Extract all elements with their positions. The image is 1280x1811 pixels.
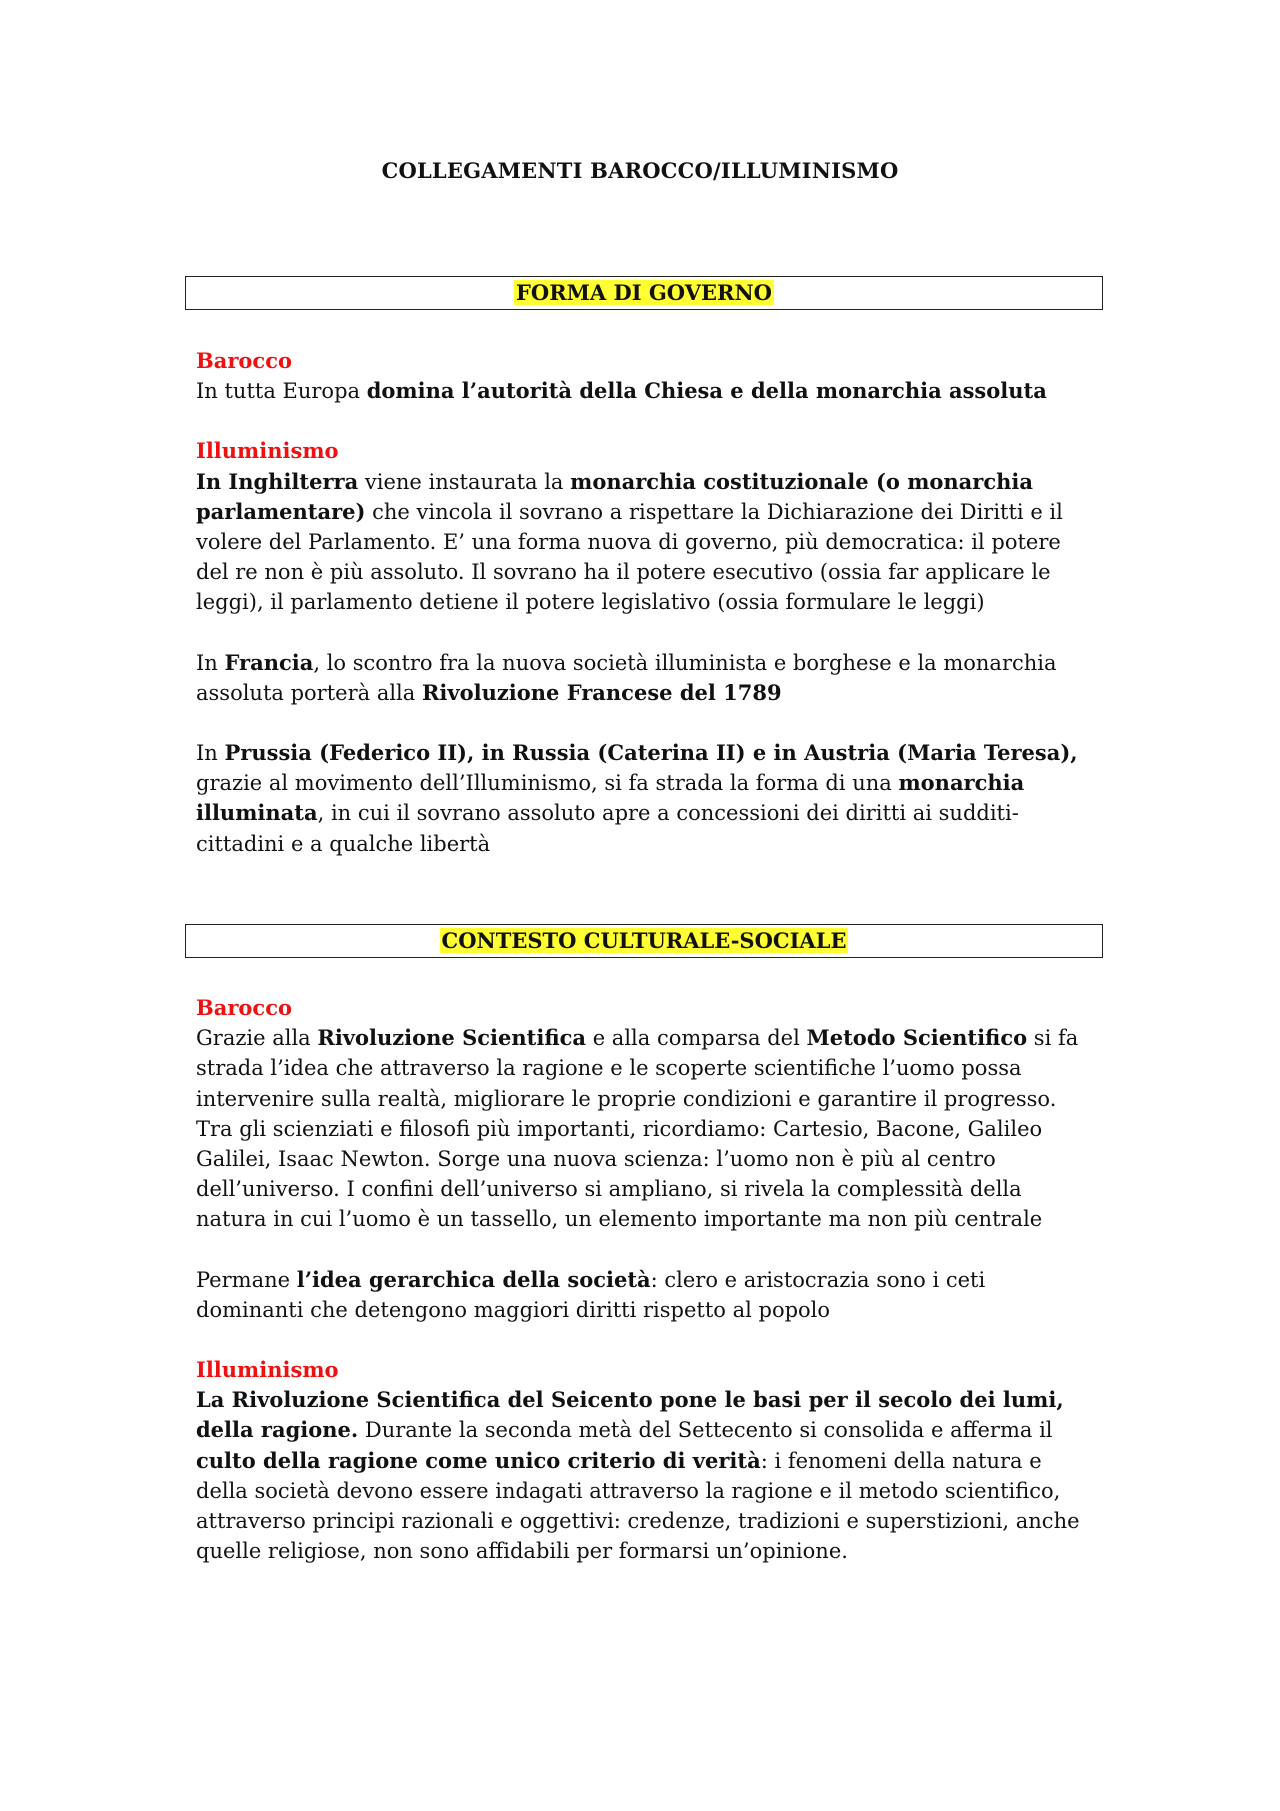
section-heading: CONTESTO CULTURALE-SOCIALE (441, 928, 847, 953)
barocco-label: Barocco (196, 348, 293, 373)
section-content-contesto-culturale-sociale (196, 993, 1096, 1566)
illuminismo-label: Illuminismo (196, 1357, 339, 1383)
section-heading: FORMA DI GOVERNO (516, 280, 772, 305)
barocco-paragraph-scienza: Grazie alla Rivoluzione Scientifica e alla comparsa del Metodo Scientifico si fa strada l’idea che attraverso la ragione e le scoperte scientifiche l’uomo possa intervenire sulla realtà, migliorare le proprie condizioni e garantire il progresso. Tra gli scienziati e filosofi più importanti, ricordiamo: Cartesio, Bacone, Galileo Galilei, Isaac Newton. Sorge una nuova scienza: l’uomo non è più al centro dell’universo. I confini dell’universo si ampliano, si rivela la complessità della natura in cui l’uomo è un tassello, un elemento importante ma non più centrale (196, 1025, 1079, 1232)
barocco-paragraph-societa: Permane l’idea gerarchica della società: clero e aristocrazia sono i ceti dominanti che detengono maggiori diritti rispetto al popolo (196, 1266, 986, 1322)
illuminismo-label: Illuminismo (196, 438, 339, 464)
section-content-forma-di-governo (196, 346, 1096, 859)
illuminismo-paragraph-ragione: La Rivoluzione Scientifica del Seicento pone le basi per il secolo dei lumi, della ragione. Durante la seconda metà del Settecento si consolida e afferma il culto della ragione come unico criterio di verità: i fenomeni della natura e della società devono essere indagati attraverso la ragione e il metodo scientifico, attraverso principi razionali e oggettivi: credenze, tradizioni e superstizioni, anche quelle religiose, non sono affidabili per formarsi un’opinione. (196, 1387, 1080, 1564)
illuminismo-paragraph-prussia: In Prussia (Federico II), in Russia (Caterina II) e in Austria (Maria Teresa), grazie al movimento dell’Illuminismo, si fa strada la forma di una monarchia illuminata, in cui il sovrano assoluto apre a concessioni dei diritti ai sudditi-cittadini e a qualche libertà (196, 740, 1078, 856)
illuminismo-paragraph-francia: In Francia, lo scontro fra la nuova società illuminista e borghese e la monarchia assoluta porterà alla Rivoluzione Francese del 1789 (196, 649, 1057, 705)
barocco-label: Barocco (196, 995, 293, 1020)
page-title: COLLEGAMENTI BAROCCO/ILLUMINISMO (381, 158, 899, 183)
illuminismo-paragraph-inghilterra: In Inghilterra viene instaurata la monarchia costituzionale (o monarchia parlamentare) che vincola il sovrano a rispettare la Dichiarazione dei Diritti e il volere del Parlamento. E’ una forma nuova di governo, più democratica: il potere del re non è più assoluto. Il sovrano ha il potere esecutivo (ossia far applicare le leggi), il parlamento detiene il potere legislativo (ossia formulare le leggi) (196, 468, 1063, 615)
section-header-forma-di-governo (185, 276, 1103, 310)
barocco-paragraph: In tutta Europa domina l’autorità della Chiesa e della monarchia assoluta (196, 378, 1047, 404)
section-header-contesto-culturale-sociale (185, 924, 1103, 958)
